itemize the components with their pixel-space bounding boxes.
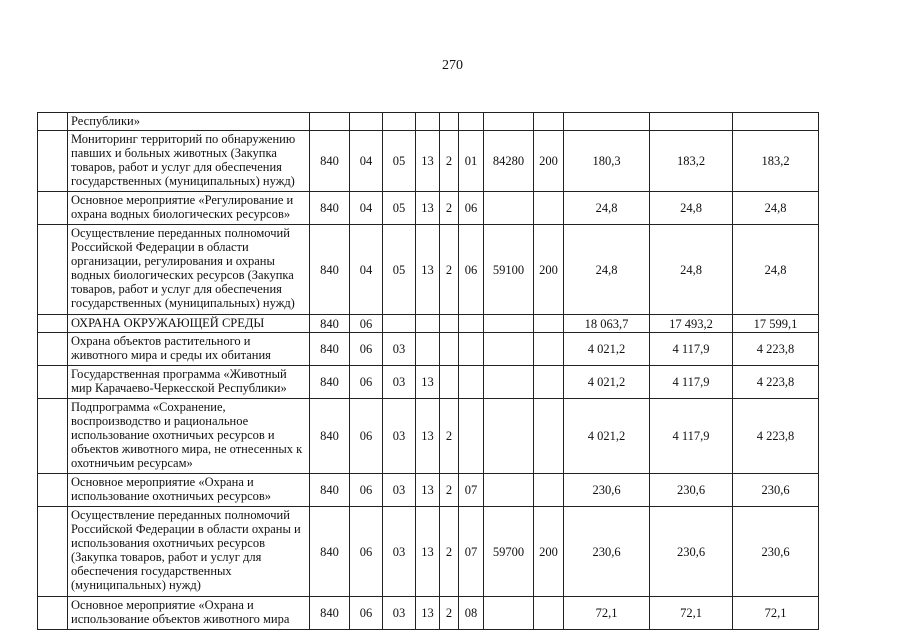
admin-code-cell: 840 — [310, 131, 350, 192]
amount-year-2-cell — [650, 113, 733, 131]
subsection-code-cell: 03 — [383, 507, 416, 597]
section-code-cell: 04 — [350, 192, 383, 225]
admin-code-cell: 840 — [310, 474, 350, 507]
blank-cell — [38, 315, 68, 333]
table-row — [38, 113, 819, 131]
expense-type-code-cell — [534, 399, 564, 474]
direction-code-cell — [484, 597, 534, 630]
admin-code-cell: 840 — [310, 225, 350, 315]
expense-type-code-cell: 200 — [534, 507, 564, 597]
subprogram-code-cell: 2 — [440, 507, 459, 597]
item-name-cell: Государственная программа «Животный мир Карачаево-Черкесской Республики» — [68, 366, 310, 399]
section-code-cell: 06 — [350, 399, 383, 474]
blank-cell — [38, 366, 68, 399]
direction-code-cell: 59100 — [484, 225, 534, 315]
amount-year-1-cell: 24,8 — [564, 192, 650, 225]
subprogram-code-cell: 2 — [440, 399, 459, 474]
subsection-code-cell — [383, 113, 416, 131]
subprogram-code-cell: 2 — [440, 597, 459, 630]
blank-cell — [38, 474, 68, 507]
amount-year-1-cell: 4 021,2 — [564, 333, 650, 366]
admin-code-cell: 840 — [310, 333, 350, 366]
expense-type-code-cell — [534, 597, 564, 630]
section-code-cell: 06 — [350, 597, 383, 630]
event-code-cell: 07 — [459, 507, 484, 597]
admin-code-cell — [310, 113, 350, 131]
expense-type-code-cell: 200 — [534, 225, 564, 315]
table-body — [38, 113, 819, 630]
amount-year-3-cell: 24,8 — [733, 192, 819, 225]
subprogram-code-cell — [440, 113, 459, 131]
amount-year-3-cell: 4 223,8 — [733, 399, 819, 474]
expense-type-code-cell — [534, 113, 564, 131]
event-code-cell — [459, 315, 484, 333]
amount-year-1-cell: 4 021,2 — [564, 399, 650, 474]
amount-year-3-cell: 24,8 — [733, 225, 819, 315]
event-code-cell — [459, 113, 484, 131]
amount-year-1-cell: 180,3 — [564, 131, 650, 192]
expense-type-code-cell — [534, 315, 564, 333]
subsection-code-cell: 03 — [383, 399, 416, 474]
amount-year-3-cell: 4 223,8 — [733, 333, 819, 366]
admin-code-cell: 840 — [310, 597, 350, 630]
item-name-cell: Основное мероприятие «Охрана и использование объектов животного мира — [68, 597, 310, 630]
program-code-cell: 13 — [416, 192, 440, 225]
blank-cell — [38, 597, 68, 630]
amount-year-3-cell: 230,6 — [733, 507, 819, 597]
program-code-cell: 13 — [416, 399, 440, 474]
table-row — [38, 315, 819, 333]
blank-cell — [38, 507, 68, 597]
event-code-cell: 01 — [459, 131, 484, 192]
amount-year-1-cell: 230,6 — [564, 507, 650, 597]
item-name-cell: Осуществление переданных полномочий Российской Федерации в области организации, регулирования и охраны водных биологических ресурсов (Закупка товаров, работ и услуг для обеспечения государственных (муниципальных) нужд) — [68, 225, 310, 315]
program-code-cell — [416, 113, 440, 131]
table-row — [38, 597, 819, 630]
amount-year-3-cell: 17 599,1 — [733, 315, 819, 333]
subsection-code-cell: 05 — [383, 131, 416, 192]
table-row — [38, 399, 819, 474]
program-code-cell: 13 — [416, 366, 440, 399]
amount-year-3-cell: 72,1 — [733, 597, 819, 630]
amount-year-2-cell: 24,8 — [650, 192, 733, 225]
item-name-cell: Основное мероприятие «Регулирование и охрана водных биологических ресурсов» — [68, 192, 310, 225]
direction-code-cell — [484, 315, 534, 333]
expense-type-code-cell — [534, 192, 564, 225]
subsection-code-cell: 03 — [383, 366, 416, 399]
table-row — [38, 507, 819, 597]
amount-year-1-cell: 18 063,7 — [564, 315, 650, 333]
direction-code-cell — [484, 474, 534, 507]
expense-type-code-cell — [534, 474, 564, 507]
event-code-cell: 06 — [459, 192, 484, 225]
blank-cell — [38, 333, 68, 366]
event-code-cell: 08 — [459, 597, 484, 630]
section-code-cell: 06 — [350, 333, 383, 366]
direction-code-cell — [484, 366, 534, 399]
expense-type-code-cell: 200 — [534, 131, 564, 192]
subprogram-code-cell: 2 — [440, 192, 459, 225]
amount-year-3-cell: 183,2 — [733, 131, 819, 192]
subsection-code-cell: 03 — [383, 474, 416, 507]
item-name-cell: Подпрограмма «Сохранение, воспроизводство и рациональное использование охотничьих ресурсов и объектов животного мира, не отнесенных к охотничьим ресурсам» — [68, 399, 310, 474]
budget-table — [37, 112, 819, 630]
subprogram-code-cell: 2 — [440, 225, 459, 315]
admin-code-cell: 840 — [310, 399, 350, 474]
program-code-cell: 13 — [416, 225, 440, 315]
amount-year-1-cell — [564, 113, 650, 131]
subprogram-code-cell: 2 — [440, 131, 459, 192]
table-row — [38, 192, 819, 225]
section-code-cell — [350, 113, 383, 131]
subprogram-code-cell: 2 — [440, 474, 459, 507]
amount-year-3-cell — [733, 113, 819, 131]
section-code-cell: 04 — [350, 131, 383, 192]
item-name-cell: Осуществление переданных полномочий Российской Федерации в области охраны и использования охотничьих ресурсов (Закупка товаров, работ и услуг для обеспечения государственных (муниципальных) нужд) — [68, 507, 310, 597]
direction-code-cell: 59700 — [484, 507, 534, 597]
subsection-code-cell: 05 — [383, 225, 416, 315]
amount-year-3-cell: 4 223,8 — [733, 366, 819, 399]
admin-code-cell: 840 — [310, 192, 350, 225]
table-row — [38, 366, 819, 399]
subprogram-code-cell — [440, 315, 459, 333]
event-code-cell: 06 — [459, 225, 484, 315]
program-code-cell: 13 — [416, 131, 440, 192]
admin-code-cell: 840 — [310, 315, 350, 333]
amount-year-2-cell: 4 117,9 — [650, 399, 733, 474]
amount-year-1-cell: 72,1 — [564, 597, 650, 630]
subsection-code-cell — [383, 315, 416, 333]
amount-year-2-cell: 17 493,2 — [650, 315, 733, 333]
page-number: 270 — [442, 58, 463, 73]
table-row — [38, 225, 819, 315]
item-name-cell: ОХРАНА ОКРУЖАЮЩЕЙ СРЕДЫ — [68, 315, 310, 333]
admin-code-cell: 840 — [310, 507, 350, 597]
program-code-cell — [416, 333, 440, 366]
item-name-cell: Республики» — [68, 113, 310, 131]
table-row — [38, 131, 819, 192]
table-row — [38, 333, 819, 366]
program-code-cell: 13 — [416, 474, 440, 507]
amount-year-1-cell: 24,8 — [564, 225, 650, 315]
program-code-cell — [416, 315, 440, 333]
program-code-cell: 13 — [416, 597, 440, 630]
amount-year-2-cell: 4 117,9 — [650, 333, 733, 366]
amount-year-1-cell: 230,6 — [564, 474, 650, 507]
blank-cell — [38, 192, 68, 225]
section-code-cell: 06 — [350, 507, 383, 597]
admin-code-cell: 840 — [310, 366, 350, 399]
direction-code-cell — [484, 333, 534, 366]
subsection-code-cell: 03 — [383, 597, 416, 630]
subprogram-code-cell — [440, 333, 459, 366]
section-code-cell: 06 — [350, 474, 383, 507]
direction-code-cell — [484, 399, 534, 474]
amount-year-3-cell: 230,6 — [733, 474, 819, 507]
expense-type-code-cell — [534, 333, 564, 366]
section-code-cell: 06 — [350, 315, 383, 333]
amount-year-1-cell: 4 021,2 — [564, 366, 650, 399]
amount-year-2-cell: 24,8 — [650, 225, 733, 315]
item-name-cell: Мониторинг территорий по обнаружению павших и больных животных (Закупка товаров, работ и услуг для обеспечения государственных (муниципальных) нужд) — [68, 131, 310, 192]
amount-year-2-cell: 230,6 — [650, 474, 733, 507]
item-name-cell: Основное мероприятие «Охрана и использование охотничьих ресурсов» — [68, 474, 310, 507]
direction-code-cell — [484, 192, 534, 225]
direction-code-cell — [484, 113, 534, 131]
event-code-cell: 07 — [459, 474, 484, 507]
amount-year-2-cell: 72,1 — [650, 597, 733, 630]
event-code-cell — [459, 366, 484, 399]
event-code-cell — [459, 399, 484, 474]
section-code-cell: 04 — [350, 225, 383, 315]
expense-type-code-cell — [534, 366, 564, 399]
event-code-cell — [459, 333, 484, 366]
subprogram-code-cell — [440, 366, 459, 399]
blank-cell — [38, 225, 68, 315]
subsection-code-cell: 05 — [383, 192, 416, 225]
item-name-cell: Охрана объектов растительного и животного мира и среды их обитания — [68, 333, 310, 366]
blank-cell — [38, 131, 68, 192]
direction-code-cell: 84280 — [484, 131, 534, 192]
subsection-code-cell: 03 — [383, 333, 416, 366]
section-code-cell: 06 — [350, 366, 383, 399]
table-row — [38, 474, 819, 507]
amount-year-2-cell: 230,6 — [650, 507, 733, 597]
blank-cell — [38, 399, 68, 474]
blank-cell — [38, 113, 68, 131]
amount-year-2-cell: 183,2 — [650, 131, 733, 192]
program-code-cell: 13 — [416, 507, 440, 597]
amount-year-2-cell: 4 117,9 — [650, 366, 733, 399]
